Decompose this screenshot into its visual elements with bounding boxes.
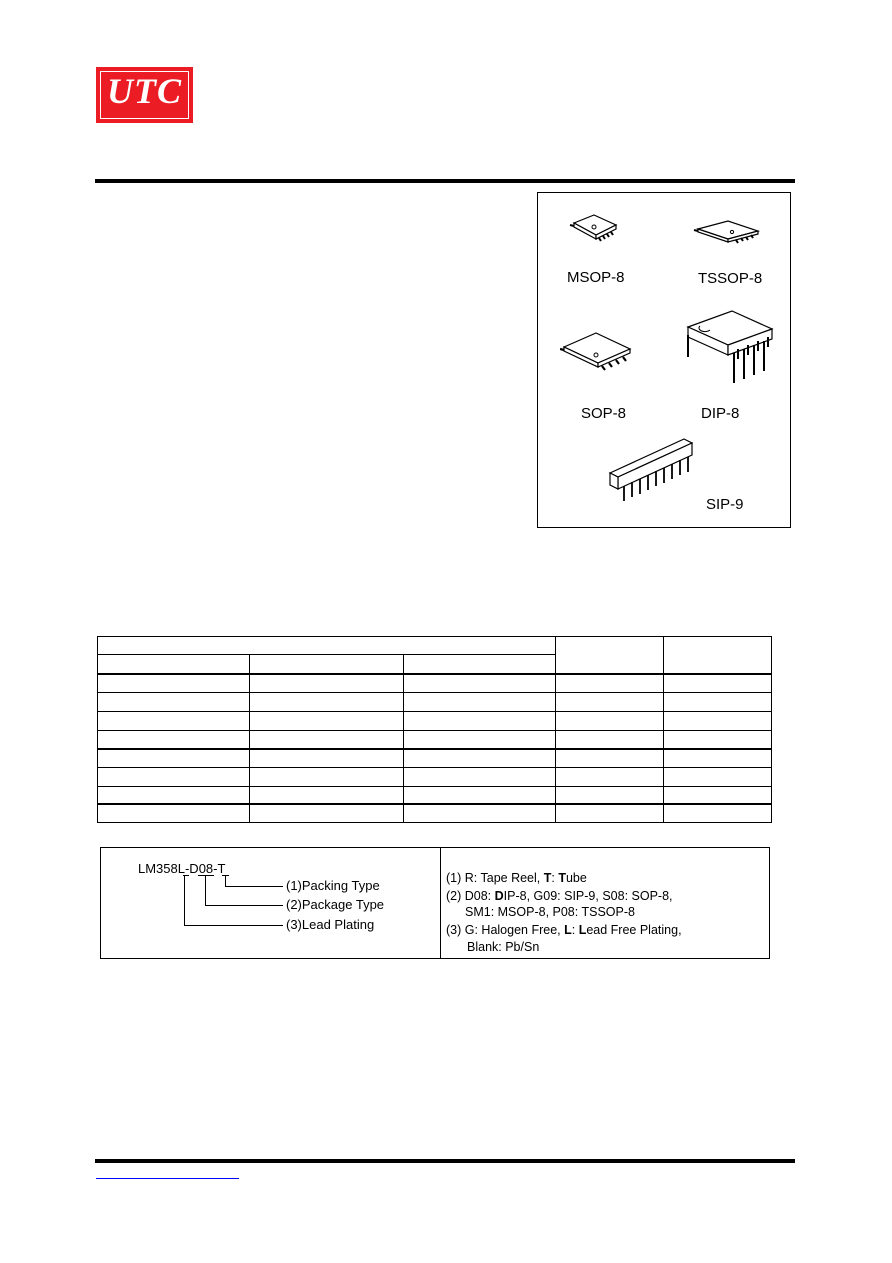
sop-8-package-drawing bbox=[560, 331, 638, 371]
logo-text: UTC bbox=[107, 71, 182, 111]
package-label-msop-8: MSOP-8 bbox=[567, 269, 625, 286]
code-line-package: (2) D08: DIP-8, G09: SIP-9, S08: SOP-8, bbox=[446, 889, 673, 903]
marking-divider bbox=[440, 848, 441, 958]
package-label-sop-8: SOP-8 bbox=[581, 405, 627, 422]
website-link[interactable] bbox=[96, 1178, 239, 1179]
dip-8-package-drawing bbox=[682, 309, 776, 389]
code-line-plating: (3) G: Halogen Free, L: Lead Free Plating, bbox=[446, 923, 682, 937]
code-line-packing: (1) R: Tape Reel, T: Tube bbox=[446, 871, 587, 885]
part-number: LM358L-D08-T bbox=[138, 861, 226, 876]
ordering-information-table bbox=[97, 636, 772, 823]
part-number-decoding-box bbox=[100, 847, 770, 959]
part-number-leader-lines bbox=[181, 875, 301, 931]
package-label-tssop-8: TSSOP-8 bbox=[698, 270, 763, 287]
sip-9-package-drawing bbox=[608, 437, 698, 507]
footer-rule bbox=[95, 1159, 795, 1163]
package-label-sip-9: SIP-9 bbox=[706, 496, 744, 513]
label-lead-plating: (3)Lead Plating bbox=[286, 917, 375, 932]
utc-logo bbox=[96, 67, 193, 123]
msop-8-package-drawing bbox=[566, 213, 624, 243]
code-line-plating-cont: Blank: Pb/Sn bbox=[467, 940, 540, 954]
package-outline-box bbox=[537, 192, 791, 528]
code-line-package-cont: SM1: MSOP-8, P08: TSSOP-8 bbox=[465, 905, 635, 919]
package-label-dip-8: DIP-8 bbox=[701, 405, 740, 422]
tssop-8-package-drawing bbox=[692, 219, 764, 245]
label-packing-type: (1)Packing Type bbox=[286, 878, 380, 893]
header-rule bbox=[95, 179, 795, 183]
label-package-type: (2)Package Type bbox=[286, 897, 385, 912]
